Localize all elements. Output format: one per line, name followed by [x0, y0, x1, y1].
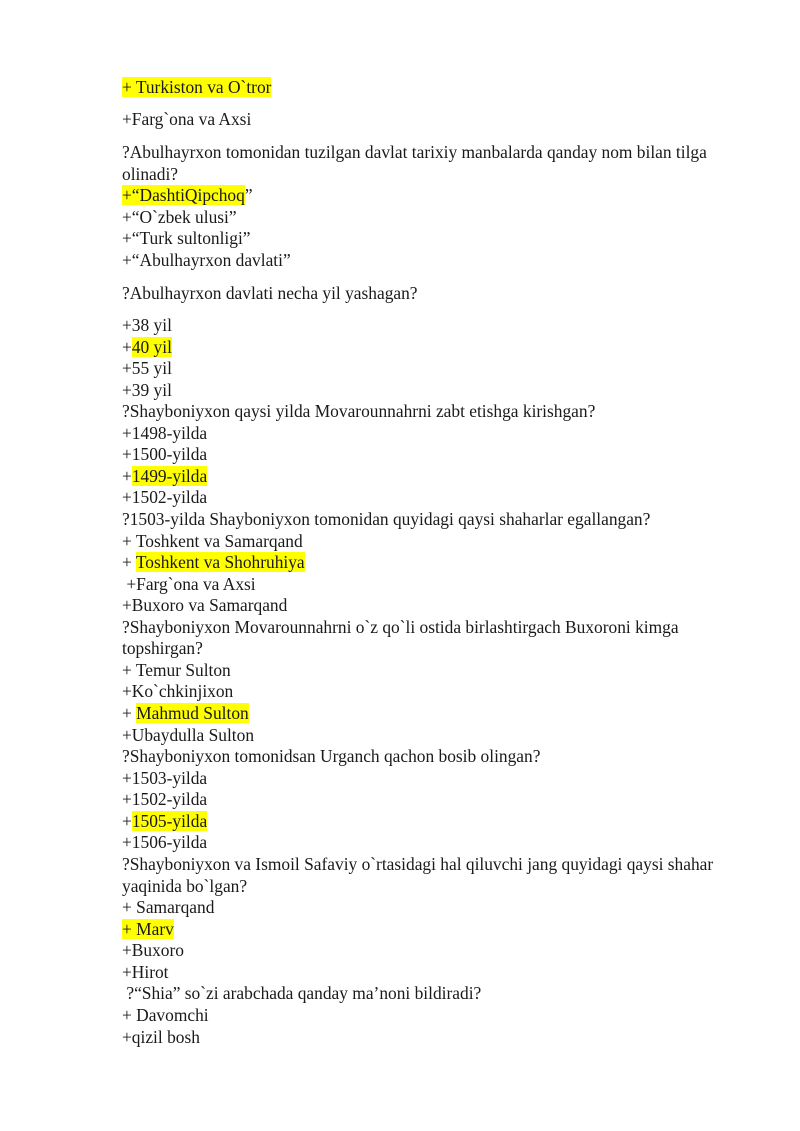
question-line: ?Shayboniyxon qaysi yilda Movarounnahrni zabt etishga kirishgan?: [122, 401, 596, 421]
answer-line-highlighted: + Turkiston va O`tror: [122, 77, 272, 97]
answer-line: +39 yil: [122, 380, 172, 400]
answer-line-highlighted: + Mahmud Sulton: [122, 703, 249, 723]
answer-line-highlighted: +1505-yilda: [122, 811, 208, 831]
answer-line: +Ubaydulla Sulton: [122, 725, 255, 745]
question-line: topshirgan?: [122, 638, 203, 658]
answer-line: +1498-yilda: [122, 423, 208, 443]
question-line: ?Shayboniyxon tomonidsan Urganch qachon bosib olingan?: [122, 746, 541, 766]
answer-line-highlighted: +“DashtiQipchoq”: [122, 185, 253, 205]
answer-line: +38 yil: [122, 315, 172, 335]
answer-line: +1502-yilda: [122, 487, 208, 507]
question-line: ?“Shia” so`zi arabchada qanday ma’noni bildiradi?: [122, 983, 482, 1003]
answer-line: +“O`zbek ulusi”: [122, 207, 237, 227]
question-line: ?1503-yilda Shayboniyxon tomonidan quyidagi qaysi shaharlar egallangan?: [122, 509, 651, 529]
answer-line: +qizil bosh: [122, 1027, 200, 1047]
answer-line: +Hirot: [122, 962, 169, 982]
question-line: ?Shayboniyxon va Ismoil Safaviy o`rtasidagi hal qiluvchi jang quyidagi qaysi shahar: [122, 854, 714, 874]
answer-line: +Farg`ona va Axsi: [122, 109, 252, 129]
answer-line: +Ko`chkinjixon: [122, 681, 234, 701]
answer-line-highlighted: +40 yil: [122, 337, 172, 357]
answer-line: +1502-yilda: [122, 789, 208, 809]
answer-line-highlighted: +1499-yilda: [122, 466, 208, 486]
answer-line: +1500-yilda: [122, 444, 208, 464]
answer-line: + Temur Sulton: [122, 660, 231, 680]
answer-line: +1503-yilda: [122, 768, 208, 788]
question-line: ?Abulhayrxon tomonidan tuzilgan davlat tarixiy manbalarda qanday nom bilan tilga: [122, 142, 707, 162]
answer-line-highlighted: + Marv: [122, 919, 174, 939]
question-line: ?Abulhayrxon davlati necha yil yashagan?: [122, 283, 418, 303]
answer-line: +55 yil: [122, 358, 172, 378]
answer-line: +Buxoro va Samarqand: [122, 595, 288, 615]
answer-line-highlighted: + Toshkent va Shohruhiya: [122, 552, 305, 572]
question-line: yaqinida bo`lgan?: [122, 876, 248, 896]
question-line: ?Shayboniyxon Movarounnahrni o`z qo`li ostida birlashtirgach Buxoroni kimga: [122, 617, 679, 637]
answer-line: +“Turk sultonligi”: [122, 228, 251, 248]
question-line: olinadi?: [122, 164, 179, 184]
answer-line: + Toshkent va Samarqand: [122, 531, 303, 551]
answer-line: +Farg`ona va Axsi: [122, 574, 256, 594]
answer-line: + Davomchi: [122, 1005, 209, 1025]
answer-line: + Samarqand: [122, 897, 215, 917]
answer-line: +Buxoro: [122, 940, 184, 960]
answer-line: +1506-yilda: [122, 832, 208, 852]
answer-line: +“Abulhayrxon davlati”: [122, 250, 291, 270]
